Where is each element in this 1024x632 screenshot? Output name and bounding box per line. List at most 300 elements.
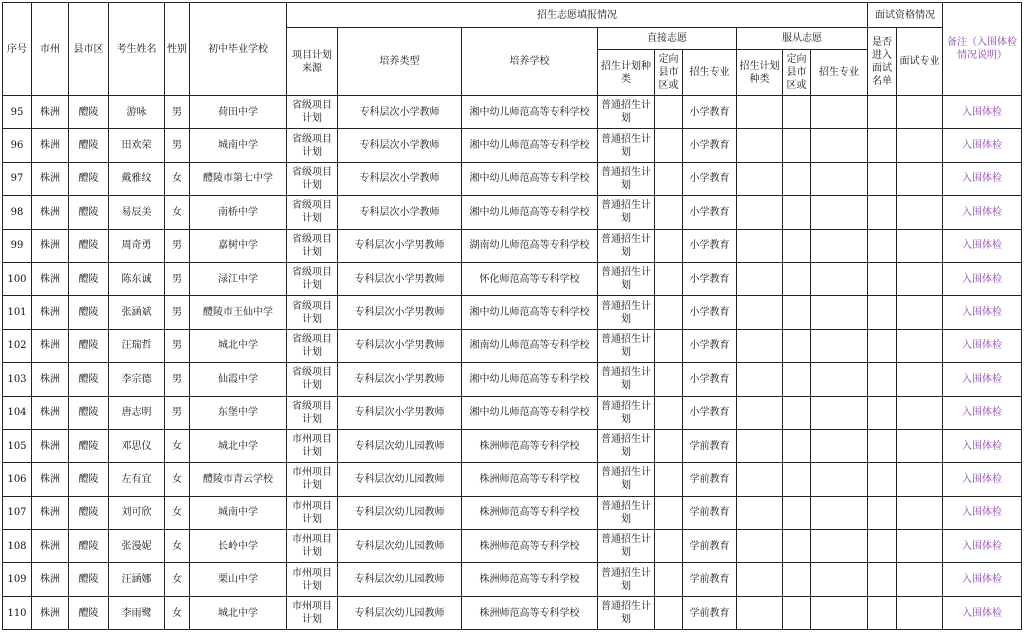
cell-obey-major bbox=[811, 496, 868, 529]
header-obey-major: 招生专业 bbox=[811, 50, 868, 96]
cell-county: 醴陵 bbox=[69, 196, 109, 229]
cell-obey-targeted bbox=[783, 429, 811, 462]
cell-train-school: 株洲师范高等专科学校 bbox=[462, 596, 598, 629]
cell-gender: 男 bbox=[165, 363, 190, 396]
cell-obey-plan-kind bbox=[737, 296, 783, 329]
cell-seq: 103 bbox=[3, 363, 32, 396]
cell-note: 入围体检 bbox=[943, 162, 1022, 195]
cell-interview-major bbox=[897, 129, 943, 162]
cell-seq: 98 bbox=[3, 196, 32, 229]
cell-seq: 108 bbox=[3, 530, 32, 563]
cell-direct-plan-kind: 普通招生计划 bbox=[598, 563, 655, 596]
cell-train-school: 怀化师范高等专科学校 bbox=[462, 262, 598, 295]
cell-obey-major bbox=[811, 162, 868, 195]
cell-obey-targeted bbox=[783, 596, 811, 629]
cell-plan-source: 市州项目计划 bbox=[287, 563, 338, 596]
cell-obey-major bbox=[811, 363, 868, 396]
cell-plan-source: 省级项目计划 bbox=[287, 262, 338, 295]
cell-obey-major bbox=[811, 530, 868, 563]
cell-plan-source: 省级项目计划 bbox=[287, 162, 338, 195]
cell-name: 汪瑞哲 bbox=[109, 329, 165, 362]
header-direct-targeted: 定向县市区或 bbox=[655, 50, 683, 96]
cell-note: 入围体检 bbox=[943, 396, 1022, 429]
cell-interview-major bbox=[897, 196, 943, 229]
header-train-school: 培养学校 bbox=[462, 28, 598, 96]
cell-seq: 109 bbox=[3, 563, 32, 596]
cell-city: 株洲 bbox=[32, 563, 69, 596]
cell-train-type: 专科层次幼儿园教师 bbox=[338, 530, 462, 563]
header-name: 考生姓名 bbox=[109, 3, 165, 96]
cell-interview-list bbox=[868, 129, 897, 162]
table-row bbox=[3, 429, 1022, 462]
cell-note: 入围体检 bbox=[943, 129, 1022, 162]
cell-train-school: 株洲师范高等专科学校 bbox=[462, 563, 598, 596]
cell-county: 醴陵 bbox=[69, 530, 109, 563]
cell-gender: 女 bbox=[165, 563, 190, 596]
cell-city: 株洲 bbox=[32, 496, 69, 529]
cell-county: 醴陵 bbox=[69, 496, 109, 529]
cell-direct-targeted bbox=[655, 429, 683, 462]
cell-direct-plan-kind: 普通招生计划 bbox=[598, 96, 655, 129]
cell-interview-major bbox=[897, 596, 943, 629]
cell-name: 刘可欣 bbox=[109, 496, 165, 529]
cell-obey-plan-kind bbox=[737, 563, 783, 596]
cell-county: 醴陵 bbox=[69, 229, 109, 262]
cell-note: 入围体检 bbox=[943, 463, 1022, 496]
cell-obey-major bbox=[811, 96, 868, 129]
cell-obey-targeted bbox=[783, 530, 811, 563]
cell-gender: 女 bbox=[165, 496, 190, 529]
cell-name: 左有宜 bbox=[109, 463, 165, 496]
cell-obey-plan-kind bbox=[737, 262, 783, 295]
cell-direct-targeted bbox=[655, 530, 683, 563]
table-row bbox=[3, 196, 1022, 229]
cell-direct-plan-kind: 普通招生计划 bbox=[598, 429, 655, 462]
cell-obey-targeted bbox=[783, 196, 811, 229]
table-row bbox=[3, 96, 1022, 129]
cell-direct-plan-kind: 普通招生计划 bbox=[598, 162, 655, 195]
cell-seq: 107 bbox=[3, 496, 32, 529]
cell-name: 张涵斌 bbox=[109, 296, 165, 329]
cell-obey-major bbox=[811, 296, 868, 329]
cell-school: 城北中学 bbox=[190, 429, 287, 462]
cell-interview-list bbox=[868, 329, 897, 362]
cell-obey-major bbox=[811, 262, 868, 295]
cell-direct-major: 学前教育 bbox=[683, 429, 737, 462]
cell-county: 醴陵 bbox=[69, 596, 109, 629]
cell-obey-targeted bbox=[783, 262, 811, 295]
cell-plan-source: 省级项目计划 bbox=[287, 96, 338, 129]
cell-obey-major bbox=[811, 596, 868, 629]
cell-obey-major bbox=[811, 429, 868, 462]
cell-interview-list bbox=[868, 363, 897, 396]
cell-train-type: 专科层次小学男教师 bbox=[338, 262, 462, 295]
cell-city: 株洲 bbox=[32, 530, 69, 563]
cell-obey-targeted bbox=[783, 496, 811, 529]
cell-train-school: 湘中幼儿师范高等专科学校 bbox=[462, 363, 598, 396]
cell-direct-targeted bbox=[655, 262, 683, 295]
header-interview-group: 面试资格情况 bbox=[868, 3, 943, 28]
table-row bbox=[3, 229, 1022, 262]
cell-county: 醴陵 bbox=[69, 262, 109, 295]
cell-obey-major bbox=[811, 129, 868, 162]
cell-direct-major: 小学教育 bbox=[683, 96, 737, 129]
cell-train-school: 株洲师范高等专科学校 bbox=[462, 496, 598, 529]
header-county: 县市区 bbox=[69, 3, 109, 96]
table-row bbox=[3, 129, 1022, 162]
header-gender: 性别 bbox=[165, 3, 190, 96]
cell-direct-targeted bbox=[655, 563, 683, 596]
cell-obey-major bbox=[811, 229, 868, 262]
cell-gender: 男 bbox=[165, 329, 190, 362]
cell-note: 入围体检 bbox=[943, 229, 1022, 262]
cell-direct-major: 小学教育 bbox=[683, 396, 737, 429]
cell-train-school: 湖南幼儿师范高等专科学校 bbox=[462, 229, 598, 262]
cell-obey-targeted bbox=[783, 396, 811, 429]
header-school: 初中毕业学校 bbox=[190, 3, 287, 96]
cell-county: 醴陵 bbox=[69, 296, 109, 329]
cell-county: 醴陵 bbox=[69, 129, 109, 162]
cell-train-school: 株洲师范高等专科学校 bbox=[462, 463, 598, 496]
cell-interview-major bbox=[897, 162, 943, 195]
cell-seq: 96 bbox=[3, 129, 32, 162]
cell-plan-source: 省级项目计划 bbox=[287, 229, 338, 262]
cell-gender: 男 bbox=[165, 262, 190, 295]
cell-note: 入围体检 bbox=[943, 262, 1022, 295]
cell-interview-list bbox=[868, 96, 897, 129]
cell-direct-targeted bbox=[655, 96, 683, 129]
cell-direct-targeted bbox=[655, 496, 683, 529]
cell-train-school: 株洲师范高等专科学校 bbox=[462, 530, 598, 563]
cell-name: 汪涵娜 bbox=[109, 563, 165, 596]
cell-gender: 女 bbox=[165, 429, 190, 462]
cell-obey-plan-kind bbox=[737, 229, 783, 262]
cell-seq: 110 bbox=[3, 596, 32, 629]
cell-gender: 男 bbox=[165, 96, 190, 129]
cell-train-type: 专科层次幼儿园教师 bbox=[338, 496, 462, 529]
cell-train-type: 专科层次小学教师 bbox=[338, 196, 462, 229]
cell-gender: 女 bbox=[165, 596, 190, 629]
header-interview-list: 是否进入面试名单 bbox=[868, 28, 897, 96]
cell-direct-plan-kind: 普通招生计划 bbox=[598, 496, 655, 529]
cell-name: 陈东诚 bbox=[109, 262, 165, 295]
cell-obey-targeted bbox=[783, 363, 811, 396]
cell-plan-source: 省级项目计划 bbox=[287, 129, 338, 162]
cell-obey-targeted bbox=[783, 162, 811, 195]
cell-direct-targeted bbox=[655, 363, 683, 396]
cell-direct-major: 学前教育 bbox=[683, 563, 737, 596]
cell-note: 入围体检 bbox=[943, 563, 1022, 596]
cell-direct-plan-kind: 普通招生计划 bbox=[598, 596, 655, 629]
cell-train-school: 湘中幼儿师范高等专科学校 bbox=[462, 396, 598, 429]
cell-obey-targeted bbox=[783, 463, 811, 496]
table-row bbox=[3, 463, 1022, 496]
cell-seq: 101 bbox=[3, 296, 32, 329]
cell-gender: 男 bbox=[165, 396, 190, 429]
cell-plan-source: 省级项目计划 bbox=[287, 329, 338, 362]
cell-interview-list bbox=[868, 162, 897, 195]
cell-county: 醴陵 bbox=[69, 563, 109, 596]
header-plan-source: 项目计划来源 bbox=[287, 28, 338, 96]
cell-name: 唐志明 bbox=[109, 396, 165, 429]
cell-note: 入围体检 bbox=[943, 596, 1022, 629]
cell-obey-plan-kind bbox=[737, 363, 783, 396]
cell-school: 长岭中学 bbox=[190, 530, 287, 563]
cell-direct-major: 学前教育 bbox=[683, 496, 737, 529]
table-row bbox=[3, 363, 1022, 396]
cell-direct-plan-kind: 普通招生计划 bbox=[598, 463, 655, 496]
cell-train-school: 湘中幼儿师范高等专科学校 bbox=[462, 162, 598, 195]
cell-interview-major bbox=[897, 496, 943, 529]
cell-interview-list bbox=[868, 396, 897, 429]
cell-direct-major: 小学教育 bbox=[683, 296, 737, 329]
table-row bbox=[3, 496, 1022, 529]
cell-school: 东堡中学 bbox=[190, 396, 287, 429]
cell-gender: 男 bbox=[165, 296, 190, 329]
cell-school: 城南中学 bbox=[190, 129, 287, 162]
cell-train-type: 专科层次小学教师 bbox=[338, 162, 462, 195]
cell-note: 入围体检 bbox=[943, 429, 1022, 462]
header-interview-major: 面试专业 bbox=[897, 28, 943, 96]
cell-direct-major: 小学教育 bbox=[683, 262, 737, 295]
table-row bbox=[3, 563, 1022, 596]
admission-table bbox=[2, 2, 1022, 630]
cell-school: 城北中学 bbox=[190, 596, 287, 629]
cell-obey-plan-kind bbox=[737, 596, 783, 629]
cell-plan-source: 省级项目计划 bbox=[287, 296, 338, 329]
cell-interview-major bbox=[897, 563, 943, 596]
cell-city: 株洲 bbox=[32, 196, 69, 229]
cell-train-school: 湘中幼儿师范高等专科学校 bbox=[462, 129, 598, 162]
header-obey-plan-kind: 招生计划种类 bbox=[737, 50, 783, 96]
table-row bbox=[3, 329, 1022, 362]
cell-direct-plan-kind: 普通招生计划 bbox=[598, 296, 655, 329]
cell-train-type: 专科层次小学男教师 bbox=[338, 329, 462, 362]
cell-name: 游咏 bbox=[109, 96, 165, 129]
table-row bbox=[3, 530, 1022, 563]
cell-city: 株洲 bbox=[32, 96, 69, 129]
cell-interview-list bbox=[868, 463, 897, 496]
cell-direct-targeted bbox=[655, 196, 683, 229]
cell-direct-major: 小学教育 bbox=[683, 129, 737, 162]
cell-plan-source: 市州项目计划 bbox=[287, 429, 338, 462]
cell-interview-major bbox=[897, 463, 943, 496]
cell-direct-major: 学前教育 bbox=[683, 463, 737, 496]
cell-school: 醴陵市第七中学 bbox=[190, 162, 287, 195]
table-row bbox=[3, 596, 1022, 629]
cell-city: 株洲 bbox=[32, 329, 69, 362]
cell-train-school: 株洲师范高等专科学校 bbox=[462, 429, 598, 462]
cell-interview-major bbox=[897, 296, 943, 329]
cell-plan-source: 省级项目计划 bbox=[287, 363, 338, 396]
cell-school: 渌江中学 bbox=[190, 262, 287, 295]
cell-obey-plan-kind bbox=[737, 129, 783, 162]
cell-obey-major bbox=[811, 396, 868, 429]
cell-plan-source: 市州项目计划 bbox=[287, 596, 338, 629]
cell-seq: 104 bbox=[3, 396, 32, 429]
cell-interview-list bbox=[868, 262, 897, 295]
cell-train-school: 湘中幼儿师范高等专科学校 bbox=[462, 296, 598, 329]
table-row bbox=[3, 162, 1022, 195]
cell-obey-targeted bbox=[783, 229, 811, 262]
cell-school: 仙霞中学 bbox=[190, 363, 287, 396]
cell-direct-major: 学前教育 bbox=[683, 596, 737, 629]
cell-county: 醴陵 bbox=[69, 429, 109, 462]
cell-name: 易辰美 bbox=[109, 196, 165, 229]
cell-gender: 男 bbox=[165, 229, 190, 262]
cell-plan-source: 市州项目计划 bbox=[287, 496, 338, 529]
cell-city: 株洲 bbox=[32, 363, 69, 396]
cell-obey-plan-kind bbox=[737, 530, 783, 563]
cell-seq: 102 bbox=[3, 329, 32, 362]
cell-direct-major: 小学教育 bbox=[683, 162, 737, 195]
cell-seq: 105 bbox=[3, 429, 32, 462]
cell-obey-major bbox=[811, 196, 868, 229]
cell-direct-plan-kind: 普通招生计划 bbox=[598, 129, 655, 162]
cell-county: 醴陵 bbox=[69, 96, 109, 129]
cell-obey-major bbox=[811, 563, 868, 596]
cell-train-school: 湘中幼儿师范高等专科学校 bbox=[462, 196, 598, 229]
cell-obey-targeted bbox=[783, 563, 811, 596]
cell-city: 株洲 bbox=[32, 229, 69, 262]
header-direct-major: 招生专业 bbox=[683, 50, 737, 96]
table-row bbox=[3, 262, 1022, 295]
cell-interview-list bbox=[868, 596, 897, 629]
cell-train-school: 湘南幼儿师范高等专科学校 bbox=[462, 329, 598, 362]
cell-obey-plan-kind bbox=[737, 496, 783, 529]
cell-train-type: 专科层次小学教师 bbox=[338, 96, 462, 129]
cell-note: 入围体检 bbox=[943, 296, 1022, 329]
cell-school: 南桥中学 bbox=[190, 196, 287, 229]
cell-name: 张漫妮 bbox=[109, 530, 165, 563]
header-train-type: 培养类型 bbox=[338, 28, 462, 96]
cell-city: 株洲 bbox=[32, 396, 69, 429]
cell-interview-major bbox=[897, 96, 943, 129]
cell-interview-list bbox=[868, 530, 897, 563]
cell-city: 株洲 bbox=[32, 429, 69, 462]
cell-plan-source: 省级项目计划 bbox=[287, 396, 338, 429]
cell-direct-plan-kind: 普通招生计划 bbox=[598, 196, 655, 229]
cell-name: 李雨鹭 bbox=[109, 596, 165, 629]
cell-school: 醴陵市青云学校 bbox=[190, 463, 287, 496]
cell-school: 嘉树中学 bbox=[190, 229, 287, 262]
cell-note: 入围体检 bbox=[943, 96, 1022, 129]
cell-interview-major bbox=[897, 363, 943, 396]
cell-note: 入围体检 bbox=[943, 196, 1022, 229]
cell-school: 栗山中学 bbox=[190, 563, 287, 596]
cell-seq: 106 bbox=[3, 463, 32, 496]
cell-obey-targeted bbox=[783, 96, 811, 129]
cell-train-type: 专科层次小学男教师 bbox=[338, 229, 462, 262]
cell-direct-plan-kind: 普通招生计划 bbox=[598, 229, 655, 262]
cell-interview-list bbox=[868, 296, 897, 329]
cell-county: 醴陵 bbox=[69, 363, 109, 396]
cell-direct-targeted bbox=[655, 229, 683, 262]
header-volunteer-group: 招生志愿填报情况 bbox=[287, 3, 868, 28]
cell-direct-plan-kind: 普通招生计划 bbox=[598, 396, 655, 429]
cell-note: 入围体检 bbox=[943, 530, 1022, 563]
cell-plan-source: 市州项目计划 bbox=[287, 530, 338, 563]
cell-county: 醴陵 bbox=[69, 463, 109, 496]
cell-obey-plan-kind bbox=[737, 162, 783, 195]
cell-obey-targeted bbox=[783, 129, 811, 162]
cell-direct-major: 小学教育 bbox=[683, 329, 737, 362]
cell-interview-list bbox=[868, 429, 897, 462]
cell-train-school: 湘中幼儿师范高等专科学校 bbox=[462, 96, 598, 129]
cell-interview-major bbox=[897, 530, 943, 563]
cell-obey-plan-kind bbox=[737, 96, 783, 129]
cell-city: 株洲 bbox=[32, 463, 69, 496]
cell-interview-list bbox=[868, 196, 897, 229]
cell-obey-plan-kind bbox=[737, 396, 783, 429]
cell-city: 株洲 bbox=[32, 162, 69, 195]
cell-note: 入围体检 bbox=[943, 329, 1022, 362]
cell-school: 醴陵市王仙中学 bbox=[190, 296, 287, 329]
cell-direct-targeted bbox=[655, 463, 683, 496]
cell-name: 戴雅纹 bbox=[109, 162, 165, 195]
header-city: 市州 bbox=[32, 3, 69, 96]
cell-school: 城北中学 bbox=[190, 329, 287, 362]
cell-obey-major bbox=[811, 463, 868, 496]
table-header bbox=[3, 3, 1022, 96]
cell-interview-list bbox=[868, 229, 897, 262]
cell-direct-plan-kind: 普通招生计划 bbox=[598, 363, 655, 396]
cell-direct-plan-kind: 普通招生计划 bbox=[598, 329, 655, 362]
cell-obey-plan-kind bbox=[737, 463, 783, 496]
cell-obey-plan-kind bbox=[737, 429, 783, 462]
cell-gender: 女 bbox=[165, 162, 190, 195]
cell-plan-source: 市州项目计划 bbox=[287, 463, 338, 496]
cell-city: 株洲 bbox=[32, 596, 69, 629]
cell-note: 入围体检 bbox=[943, 496, 1022, 529]
cell-seq: 97 bbox=[3, 162, 32, 195]
cell-gender: 女 bbox=[165, 196, 190, 229]
cell-plan-source: 省级项目计划 bbox=[287, 196, 338, 229]
cell-direct-targeted bbox=[655, 396, 683, 429]
cell-county: 醴陵 bbox=[69, 329, 109, 362]
cell-note: 入围体检 bbox=[943, 363, 1022, 396]
cell-gender: 男 bbox=[165, 129, 190, 162]
cell-train-type: 专科层次幼儿园教师 bbox=[338, 596, 462, 629]
cell-direct-targeted bbox=[655, 162, 683, 195]
cell-train-type: 专科层次小学教师 bbox=[338, 129, 462, 162]
cell-direct-targeted bbox=[655, 329, 683, 362]
cell-train-type: 专科层次幼儿园教师 bbox=[338, 429, 462, 462]
cell-direct-major: 学前教育 bbox=[683, 530, 737, 563]
cell-name: 李宗德 bbox=[109, 363, 165, 396]
cell-obey-major bbox=[811, 329, 868, 362]
cell-interview-major bbox=[897, 429, 943, 462]
cell-name: 周奇勇 bbox=[109, 229, 165, 262]
cell-seq: 99 bbox=[3, 229, 32, 262]
cell-interview-major bbox=[897, 329, 943, 362]
cell-gender: 女 bbox=[165, 463, 190, 496]
header-obey-group: 服从志愿 bbox=[737, 28, 868, 50]
cell-interview-major bbox=[897, 229, 943, 262]
table-row bbox=[3, 396, 1022, 429]
table-row bbox=[3, 296, 1022, 329]
cell-direct-major: 小学教育 bbox=[683, 229, 737, 262]
cell-school: 城南中学 bbox=[190, 496, 287, 529]
cell-name: 田欢荣 bbox=[109, 129, 165, 162]
cell-city: 株洲 bbox=[32, 296, 69, 329]
cell-direct-targeted bbox=[655, 129, 683, 162]
cell-direct-major: 小学教育 bbox=[683, 196, 737, 229]
cell-train-type: 专科层次小学男教师 bbox=[338, 363, 462, 396]
cell-train-type: 专科层次幼儿园教师 bbox=[338, 563, 462, 596]
cell-direct-targeted bbox=[655, 296, 683, 329]
cell-direct-plan-kind: 普通招生计划 bbox=[598, 262, 655, 295]
